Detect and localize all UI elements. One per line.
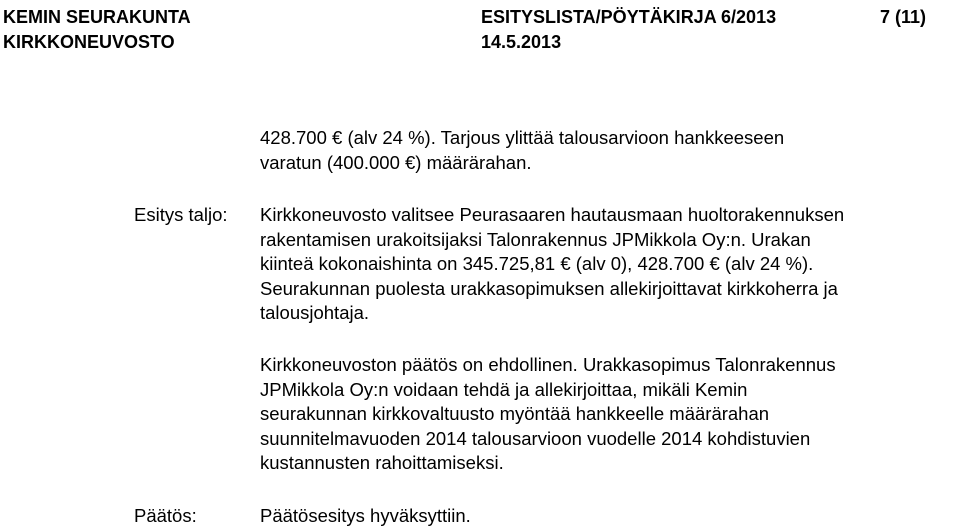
text-line: Kirkkoneuvoston päätös on ehdollinen. Urakkasopimus Talonrakennus (260, 354, 836, 375)
text-line: kustannusten rahoittamiseksi. (260, 452, 504, 473)
organization-name: KEMIN SEURAKUNTA (3, 7, 191, 27)
text-line: JPMikkola Oy:n voidaan tehdä ja allekirjoittaa, mikäli Kemin (260, 378, 748, 400)
text-line: Seurakunnan puolesta urakkasopimuksen allekirjoittavat kirkkoherra ja (260, 277, 838, 299)
proposal-label: Esitys taljo: (134, 204, 228, 225)
proposal-paragraph (260, 203, 844, 326)
document-type: ESITYSLISTA/PÖYTÄKIRJA 6/2013 (481, 7, 777, 27)
meeting-date: 14.5.2013 (481, 32, 562, 52)
text-line: kiinteä kokonaishinta on 345.725,81 € (alv 0), 428.700 € (alv 24 %). (260, 253, 814, 274)
text-line: Kirkkoneuvosto valitsee Peurasaaren hautausmaan huoltorakennuksen (260, 204, 845, 225)
text-line: varatun (400.000 €) määrärahan. (260, 151, 532, 173)
text-line: talousjohtaja. (260, 302, 370, 323)
text-line: rakentamisen urakoitsijaksi Talonrakennus JPMikkola Oy:n. Urakan (260, 228, 811, 250)
continuation-paragraph (260, 126, 784, 175)
page-number: 7 (11) (880, 7, 927, 27)
body-name: KIRKKONEUVOSTO (3, 32, 175, 52)
text-line: seurakunnan kirkkovaltuusto myöntää hankkeelle määrärahan (260, 403, 770, 424)
decision-text: Päätösesitys hyväksyttiin. (260, 505, 471, 526)
condition-paragraph (260, 353, 836, 476)
text-line: 428.700 € (alv 24 %). Tarjous ylittää talousarvioon hankkeeseen (260, 127, 785, 148)
decision-label: Päätös: (134, 505, 197, 526)
text-line: suunnitelmavuoden 2014 talousarvioon vuodelle 2014 kohdistuvien (260, 427, 811, 449)
